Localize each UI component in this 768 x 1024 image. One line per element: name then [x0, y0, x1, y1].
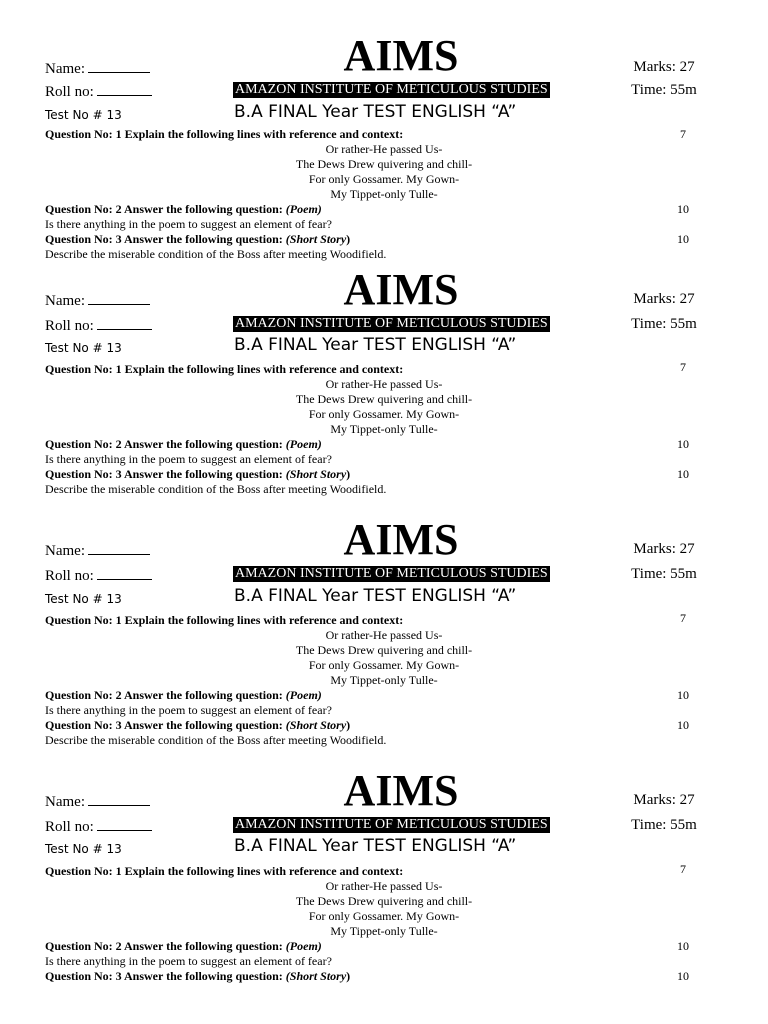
name-field: Name:: [45, 59, 150, 78]
time-limit: Time: 55m: [631, 316, 697, 332]
question-3-marks: 10: [677, 467, 689, 481]
question-2-text: Is there anything in the poem to suggest an element of fear?: [45, 703, 332, 717]
question-3: Question No: 3 Answer the following question: (Short Story): [45, 232, 351, 246]
marks-total: Marks: 27: [633, 59, 695, 75]
question-2-marks: 10: [677, 437, 689, 451]
poem-line: My Tippet-only Tulle-: [330, 924, 438, 938]
test-number: Test No # 13: [45, 592, 122, 606]
test-number: Test No # 13: [45, 108, 122, 122]
roll-field: Roll no:: [45, 316, 152, 335]
aims-title: AIMS: [343, 31, 459, 80]
question-2-text: Is there anything in the poem to suggest an element of fear?: [45, 452, 332, 466]
test-subtitle: B.A FINAL Year TEST ENGLISH “A”: [234, 586, 517, 606]
name-blank[interactable]: [88, 59, 150, 73]
marks-total: Marks: 27: [633, 541, 695, 557]
question-3: Question No: 3 Answer the following question: (Short Story): [45, 718, 351, 732]
institute-name: AMAZON INSTITUTE OF METICULOUS STUDIES: [235, 316, 548, 331]
question-2: Question No: 2 Answer the following question: (Poem): [45, 939, 322, 953]
question-3-marks: 10: [677, 718, 689, 732]
question-3-text: Describe the miserable condition of the Boss after meeting Woodifield.: [45, 733, 387, 747]
test-number: Test No # 13: [45, 842, 122, 856]
poem-line: My Tippet-only Tulle-: [330, 187, 438, 201]
roll-blank[interactable]: [97, 316, 152, 330]
poem-line: My Tippet-only Tulle-: [330, 673, 438, 687]
name-field: Name:: [45, 792, 150, 811]
question-2: Question No: 2 Answer the following question: (Poem): [45, 437, 322, 451]
institute-name: AMAZON INSTITUTE OF METICULOUS STUDIES: [235, 566, 548, 581]
aims-title: AIMS: [343, 515, 459, 564]
poem-line: For only Gossamer. My Gown-: [308, 658, 460, 672]
poem-line: For only Gossamer. My Gown-: [308, 407, 460, 421]
question-1: Question No: 1 Explain the following lines with reference and context:: [45, 362, 404, 376]
question-1: Question No: 1 Explain the following lines with reference and context:: [45, 864, 404, 878]
name-blank[interactable]: [88, 792, 150, 806]
poem-line: For only Gossamer. My Gown-: [308, 172, 460, 186]
roll-blank[interactable]: [97, 82, 152, 96]
poem-line: Or rather-He passed Us-: [325, 377, 443, 391]
time-limit: Time: 55m: [631, 82, 697, 98]
question-1-marks: 7: [680, 127, 686, 141]
poem-line: The Dews Drew quivering and chill-: [295, 643, 473, 657]
roll-field: Roll no:: [45, 817, 152, 836]
question-2-text: Is there anything in the poem to suggest an element of fear?: [45, 954, 332, 968]
question-3-text: Describe the miserable condition of the Boss after meeting Woodifield.: [45, 247, 387, 261]
poem-line: For only Gossamer. My Gown-: [308, 909, 460, 923]
poem-line: The Dews Drew quivering and chill-: [295, 894, 473, 908]
name-blank[interactable]: [88, 291, 150, 305]
question-2: Question No: 2 Answer the following question: (Poem): [45, 202, 322, 216]
test-header-block: [0, 265, 768, 508]
question-3: Question No: 3 Answer the following question: (Short Story): [45, 969, 351, 983]
time-limit: Time: 55m: [631, 566, 697, 582]
poem-line: The Dews Drew quivering and chill-: [295, 157, 473, 171]
institute-name: AMAZON INSTITUTE OF METICULOUS STUDIES: [235, 817, 548, 832]
question-3-marks: 10: [677, 232, 689, 246]
name-field: Name:: [45, 291, 150, 310]
question-1: Question No: 1 Explain the following lines with reference and context:: [45, 613, 404, 627]
poem-line: Or rather-He passed Us-: [325, 142, 443, 156]
time-limit: Time: 55m: [631, 817, 697, 833]
question-1-marks: 7: [680, 862, 686, 876]
institute-name: AMAZON INSTITUTE OF METICULOUS STUDIES: [235, 82, 548, 97]
marks-total: Marks: 27: [633, 792, 695, 808]
test-subtitle: B.A FINAL Year TEST ENGLISH “A”: [234, 335, 517, 355]
question-2-marks: 10: [677, 939, 689, 953]
test-header-block: [0, 31, 768, 274]
marks-total: Marks: 27: [633, 291, 695, 307]
roll-field: Roll no:: [45, 82, 152, 101]
aims-title: AIMS: [343, 766, 459, 815]
test-header-block: [0, 515, 768, 758]
test-subtitle: B.A FINAL Year TEST ENGLISH “A”: [234, 102, 517, 122]
question-3: Question No: 3 Answer the following question: (Short Story): [45, 467, 351, 481]
question-3-text: Describe the miserable condition of the Boss after meeting Woodifield.: [45, 482, 387, 496]
roll-field: Roll no:: [45, 566, 152, 585]
poem-line: Or rather-He passed Us-: [325, 879, 443, 893]
question-2: Question No: 2 Answer the following question: (Poem): [45, 688, 322, 702]
roll-blank[interactable]: [97, 817, 152, 831]
question-1-marks: 7: [680, 360, 686, 374]
poem-line: Or rather-He passed Us-: [325, 628, 443, 642]
question-3-marks: 10: [677, 969, 689, 983]
poem-line: The Dews Drew quivering and chill-: [295, 392, 473, 406]
aims-title: AIMS: [343, 265, 459, 314]
test-number: Test No # 13: [45, 341, 122, 355]
test-subtitle: B.A FINAL Year TEST ENGLISH “A”: [234, 836, 517, 856]
test-header-block: [0, 766, 768, 999]
question-2-marks: 10: [677, 202, 689, 216]
name-field: Name:: [45, 541, 150, 560]
question-2-text: Is there anything in the poem to suggest an element of fear?: [45, 217, 332, 231]
question-2-marks: 10: [677, 688, 689, 702]
poem-line: My Tippet-only Tulle-: [330, 422, 438, 436]
question-1: Question No: 1 Explain the following lines with reference and context:: [45, 127, 404, 141]
roll-blank[interactable]: [97, 566, 152, 580]
question-1-marks: 7: [680, 611, 686, 625]
name-blank[interactable]: [88, 541, 150, 555]
